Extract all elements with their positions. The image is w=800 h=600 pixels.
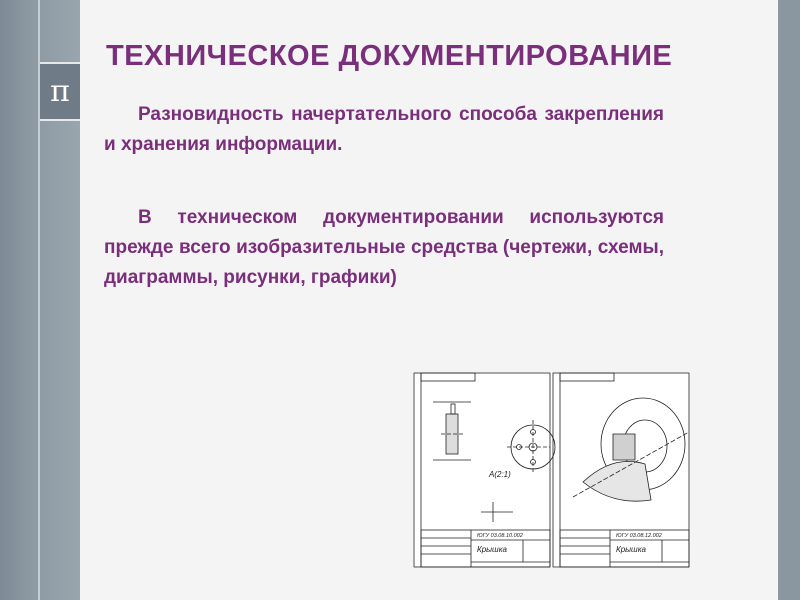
right-side-band: [778, 0, 800, 600]
left-drawing-code: ЮГУ 03.08.10.002: [477, 533, 523, 539]
pi-badge: [40, 62, 80, 121]
left-drawing-name: Крышка: [477, 545, 507, 554]
pi-icon: π: [50, 73, 70, 109]
description-paragraph: В техническом документировании используются прежде всего изобразительные средства (чертежи, схемы, диаграммы, рисунки, графики): [104, 207, 664, 288]
right-drawing-name: Крышка: [616, 545, 646, 554]
right-drawing-code: ЮГУ 03.08.12.002: [616, 533, 662, 539]
detail-view-label: А(2:1): [489, 470, 511, 479]
technical-drawings-image: [413, 372, 690, 568]
slide-title: ТЕХНИЧЕСКОЕ ДОКУМЕНТИРОВАНИЕ: [106, 40, 673, 72]
definition-paragraph: Разновидность начертательного способа закрепления и хранения информации.: [104, 104, 664, 155]
